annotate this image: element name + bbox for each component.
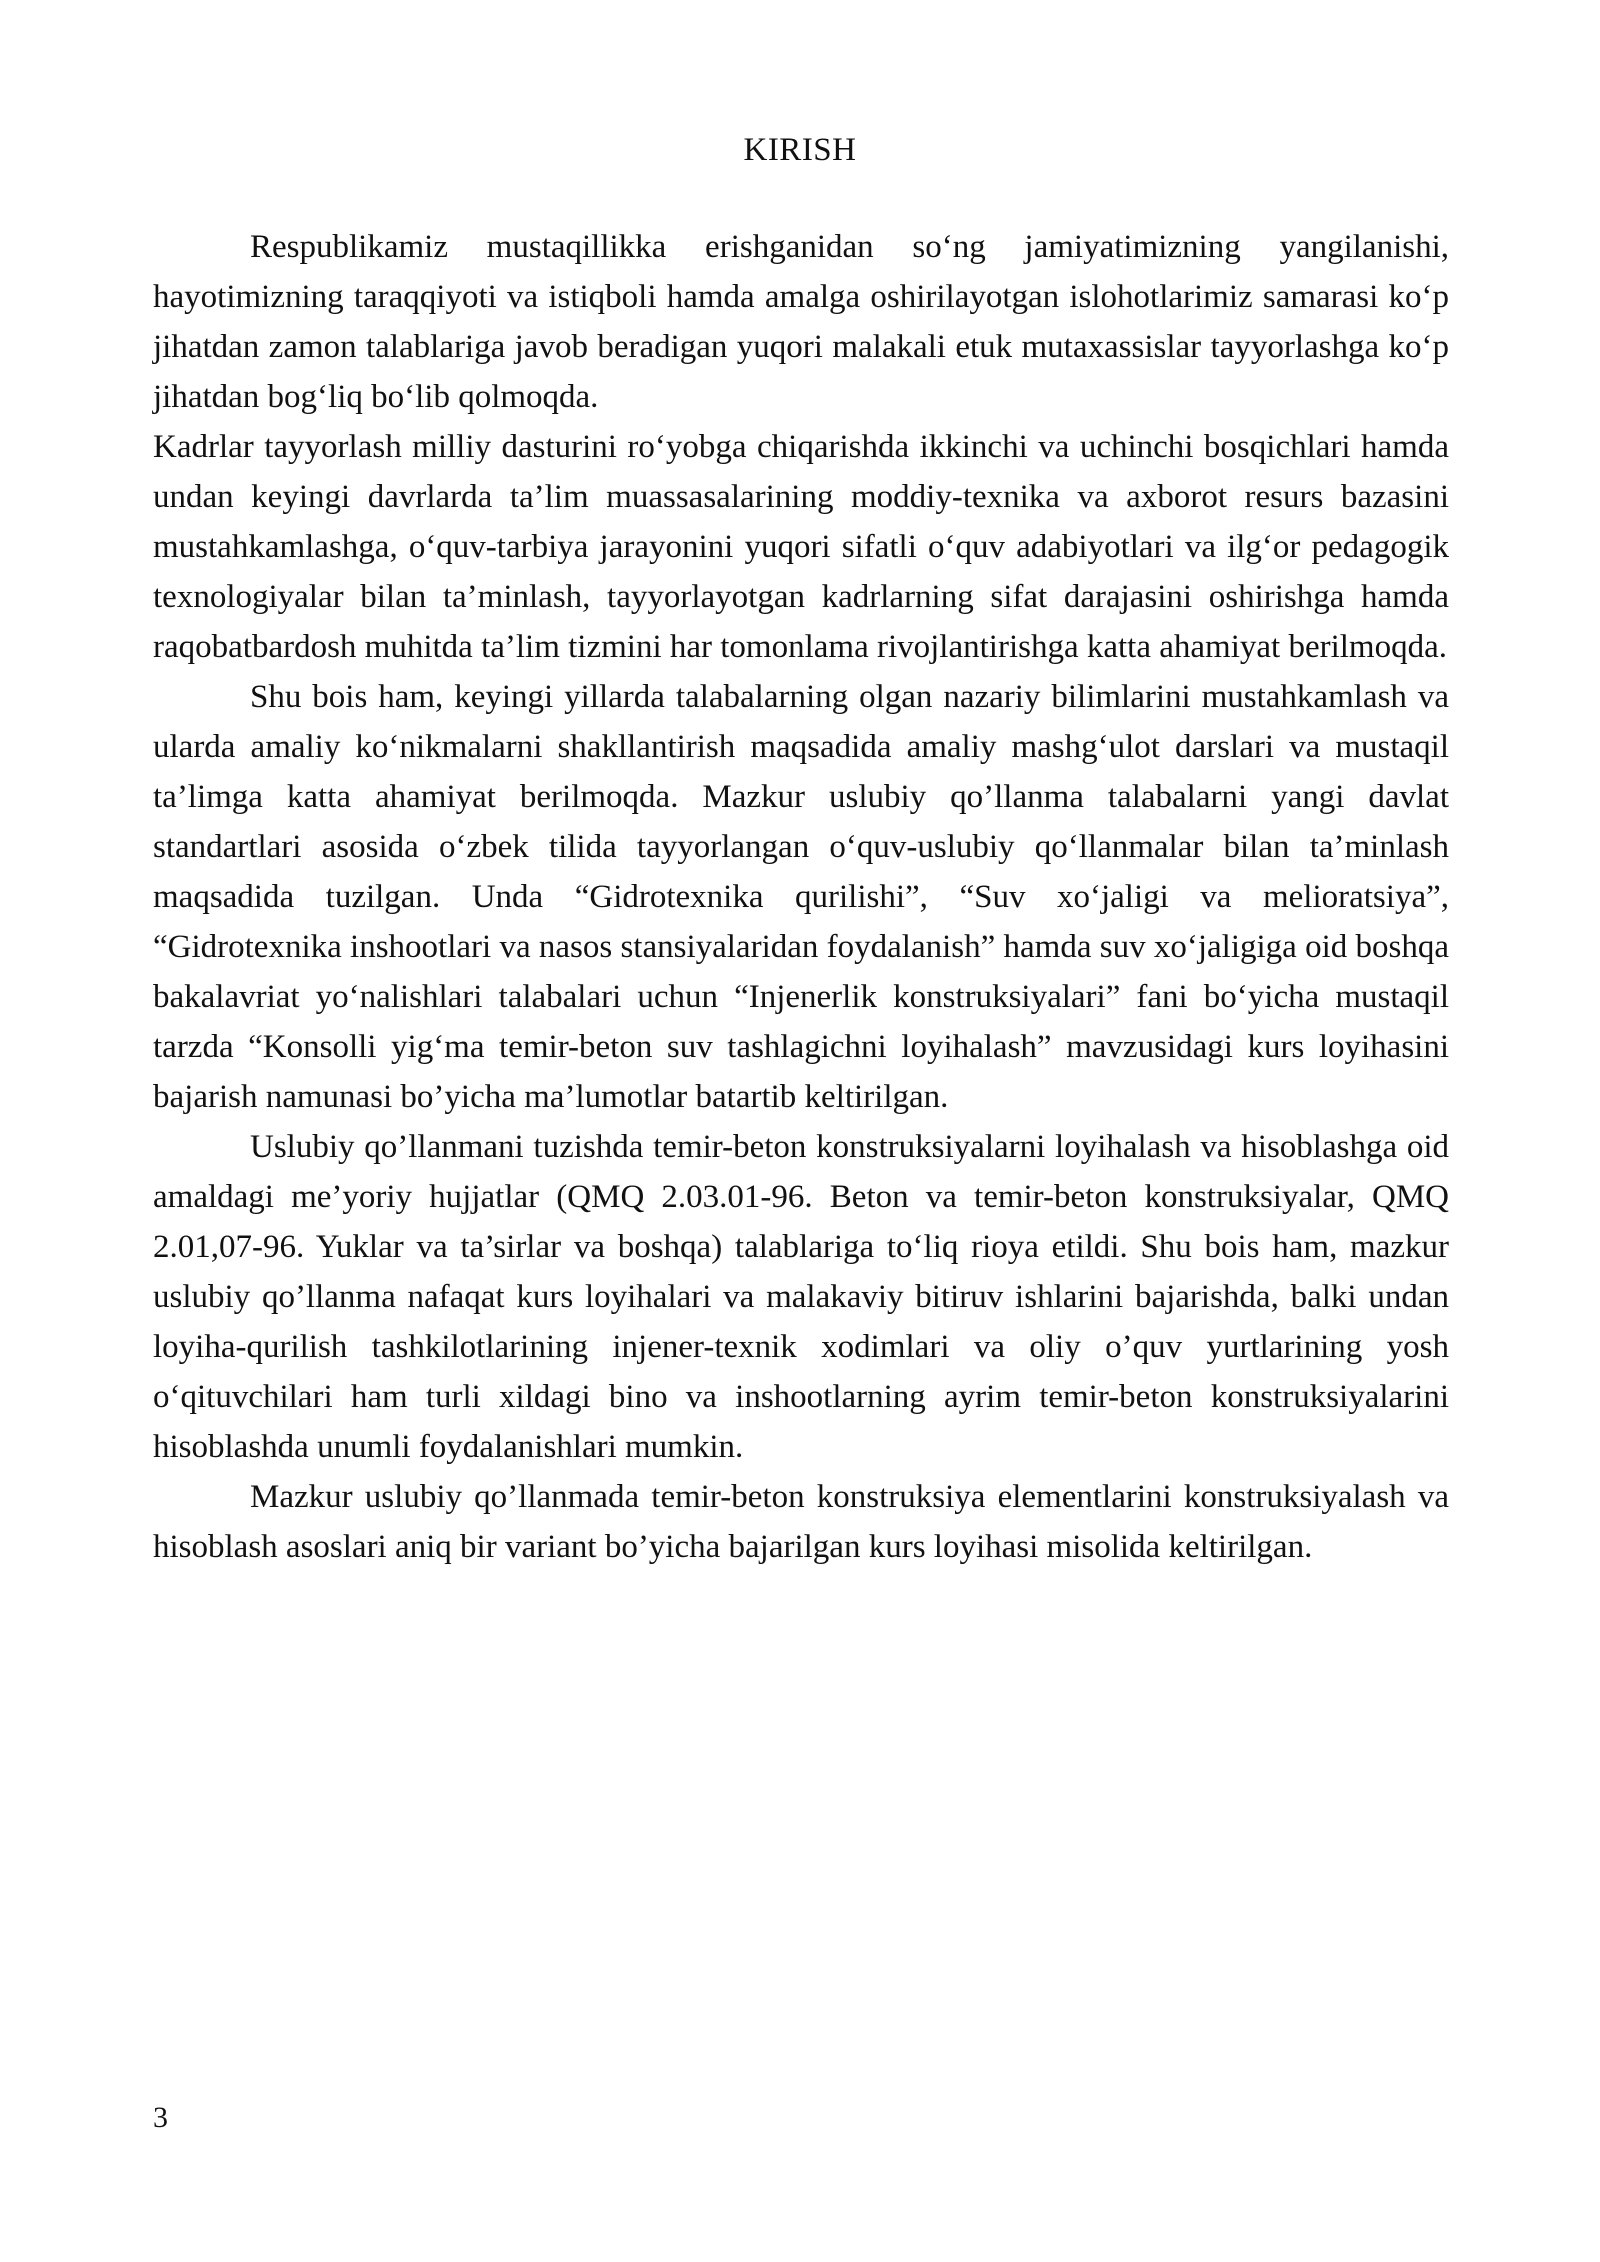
page-number: 3 xyxy=(153,2101,168,2134)
page-title: KIRISH xyxy=(743,132,857,168)
body-text xyxy=(153,222,1449,1572)
paragraph-3: Shu bois ham, keyingi yillarda talabalarning olgan nazariy bilimlarini mustahkamlash va ularda amaliy ko‘nikmalarni shakllantirish maqsadida amaliy mashg‘ulot darslari va mustaqil ta’limga katta ahamiyat berilmoqda. Mazkur uslubiy qo’llanma talabalarni yangi davlat standartlari asosida o‘zbek tilida tayyorlangan o‘quv-uslubiy qo‘llanmalar bilan ta’minlash maqsadida tuzilgan. Unda “Gidrotexnika qurilishi”, “Suv xo‘jaligi va melioratsiya”, “Gidrotexnika inshootlari va nasos stansiyalaridan foydalanish” hamda suv xo‘jaligiga oid boshqa bakalavriat yo‘nalishlari talabalari uchun “Injenerlik konstruksiyalari” fani bo‘yicha mustaqil tarzda “Konsolli yig‘ma temir-beton suv tashlagichni loyihalash” mavzusidagi kurs loyihasini bajarish namunasi bo’yicha ma’lumotlar batartib keltirilgan. xyxy=(153,679,1449,1115)
paragraph-2: Kadrlar tayyorlash milliy dasturini ro‘yobga chiqarishda ikkinchi va uchinchi bosqichlari hamda undan keyingi davrlarda ta’lim muassasalarining moddiy-texnika va axborot resurs bazasini mustahkamlashga, o‘quv-tarbiya jarayonini yuqori sifatli o‘quv adabiyotlari va ilg‘or pedagogik texnologiyalar bilan ta’minlash, tayyorlayotgan kadrlarning sifat darajasini oshirishga hamda raqobatbardosh muhitda ta’lim tizmini har tomonlama rivojlantirishga katta ahamiyat berilmoqda. xyxy=(153,429,1449,665)
paragraph-1: Respublikamiz mustaqillikka erishganidan so‘ng jamiyatimizning yangilanishi, hayotimizning taraqqiyoti va istiqboli hamda amalga oshirilayotgan islohotlarimiz samarasi ko‘p jihatdan zamon talablariga javob beradigan yuqori malakali etuk mutaxassislar tayyorlashga ko‘p jihatdan bog‘liq bo‘lib qolmoqda. xyxy=(153,229,1449,415)
paragraph-4: Uslubiy qo’llanmani tuzishda temir-beton konstruksiyalarni loyihalash va hisoblashga oid amaldagi me’yoriy hujjatlar (QMQ 2.03.01-96. Beton va temir-beton konstruksiyalar, QMQ 2.01,07-96. Yuklar va ta’sirlar va boshqa) talablariga to‘liq rioya etildi. Shu bois ham, mazkur uslubiy qo’llanma nafaqat kurs loyihalari va malakaviy bitiruv ishlarini bajarishda, balki undan loyiha-qurilish tashkilotlarining injener-texnik xodimlari va oliy o’quv yurtlarining yosh o‘qituvchilari ham turli xildagi bino va inshootlarning ayrim temir-beton konstruksiyalarini hisoblashda unumli foydalanishlari mumkin. xyxy=(153,1129,1449,1465)
paragraph-5: Mazkur uslubiy qo’llanmada temir-beton konstruksiya elementlarini konstruksiyalash va hisoblash asoslari aniq bir variant bo’yicha bajarilgan kurs loyihasi misolida keltirilgan. xyxy=(153,1479,1449,1565)
